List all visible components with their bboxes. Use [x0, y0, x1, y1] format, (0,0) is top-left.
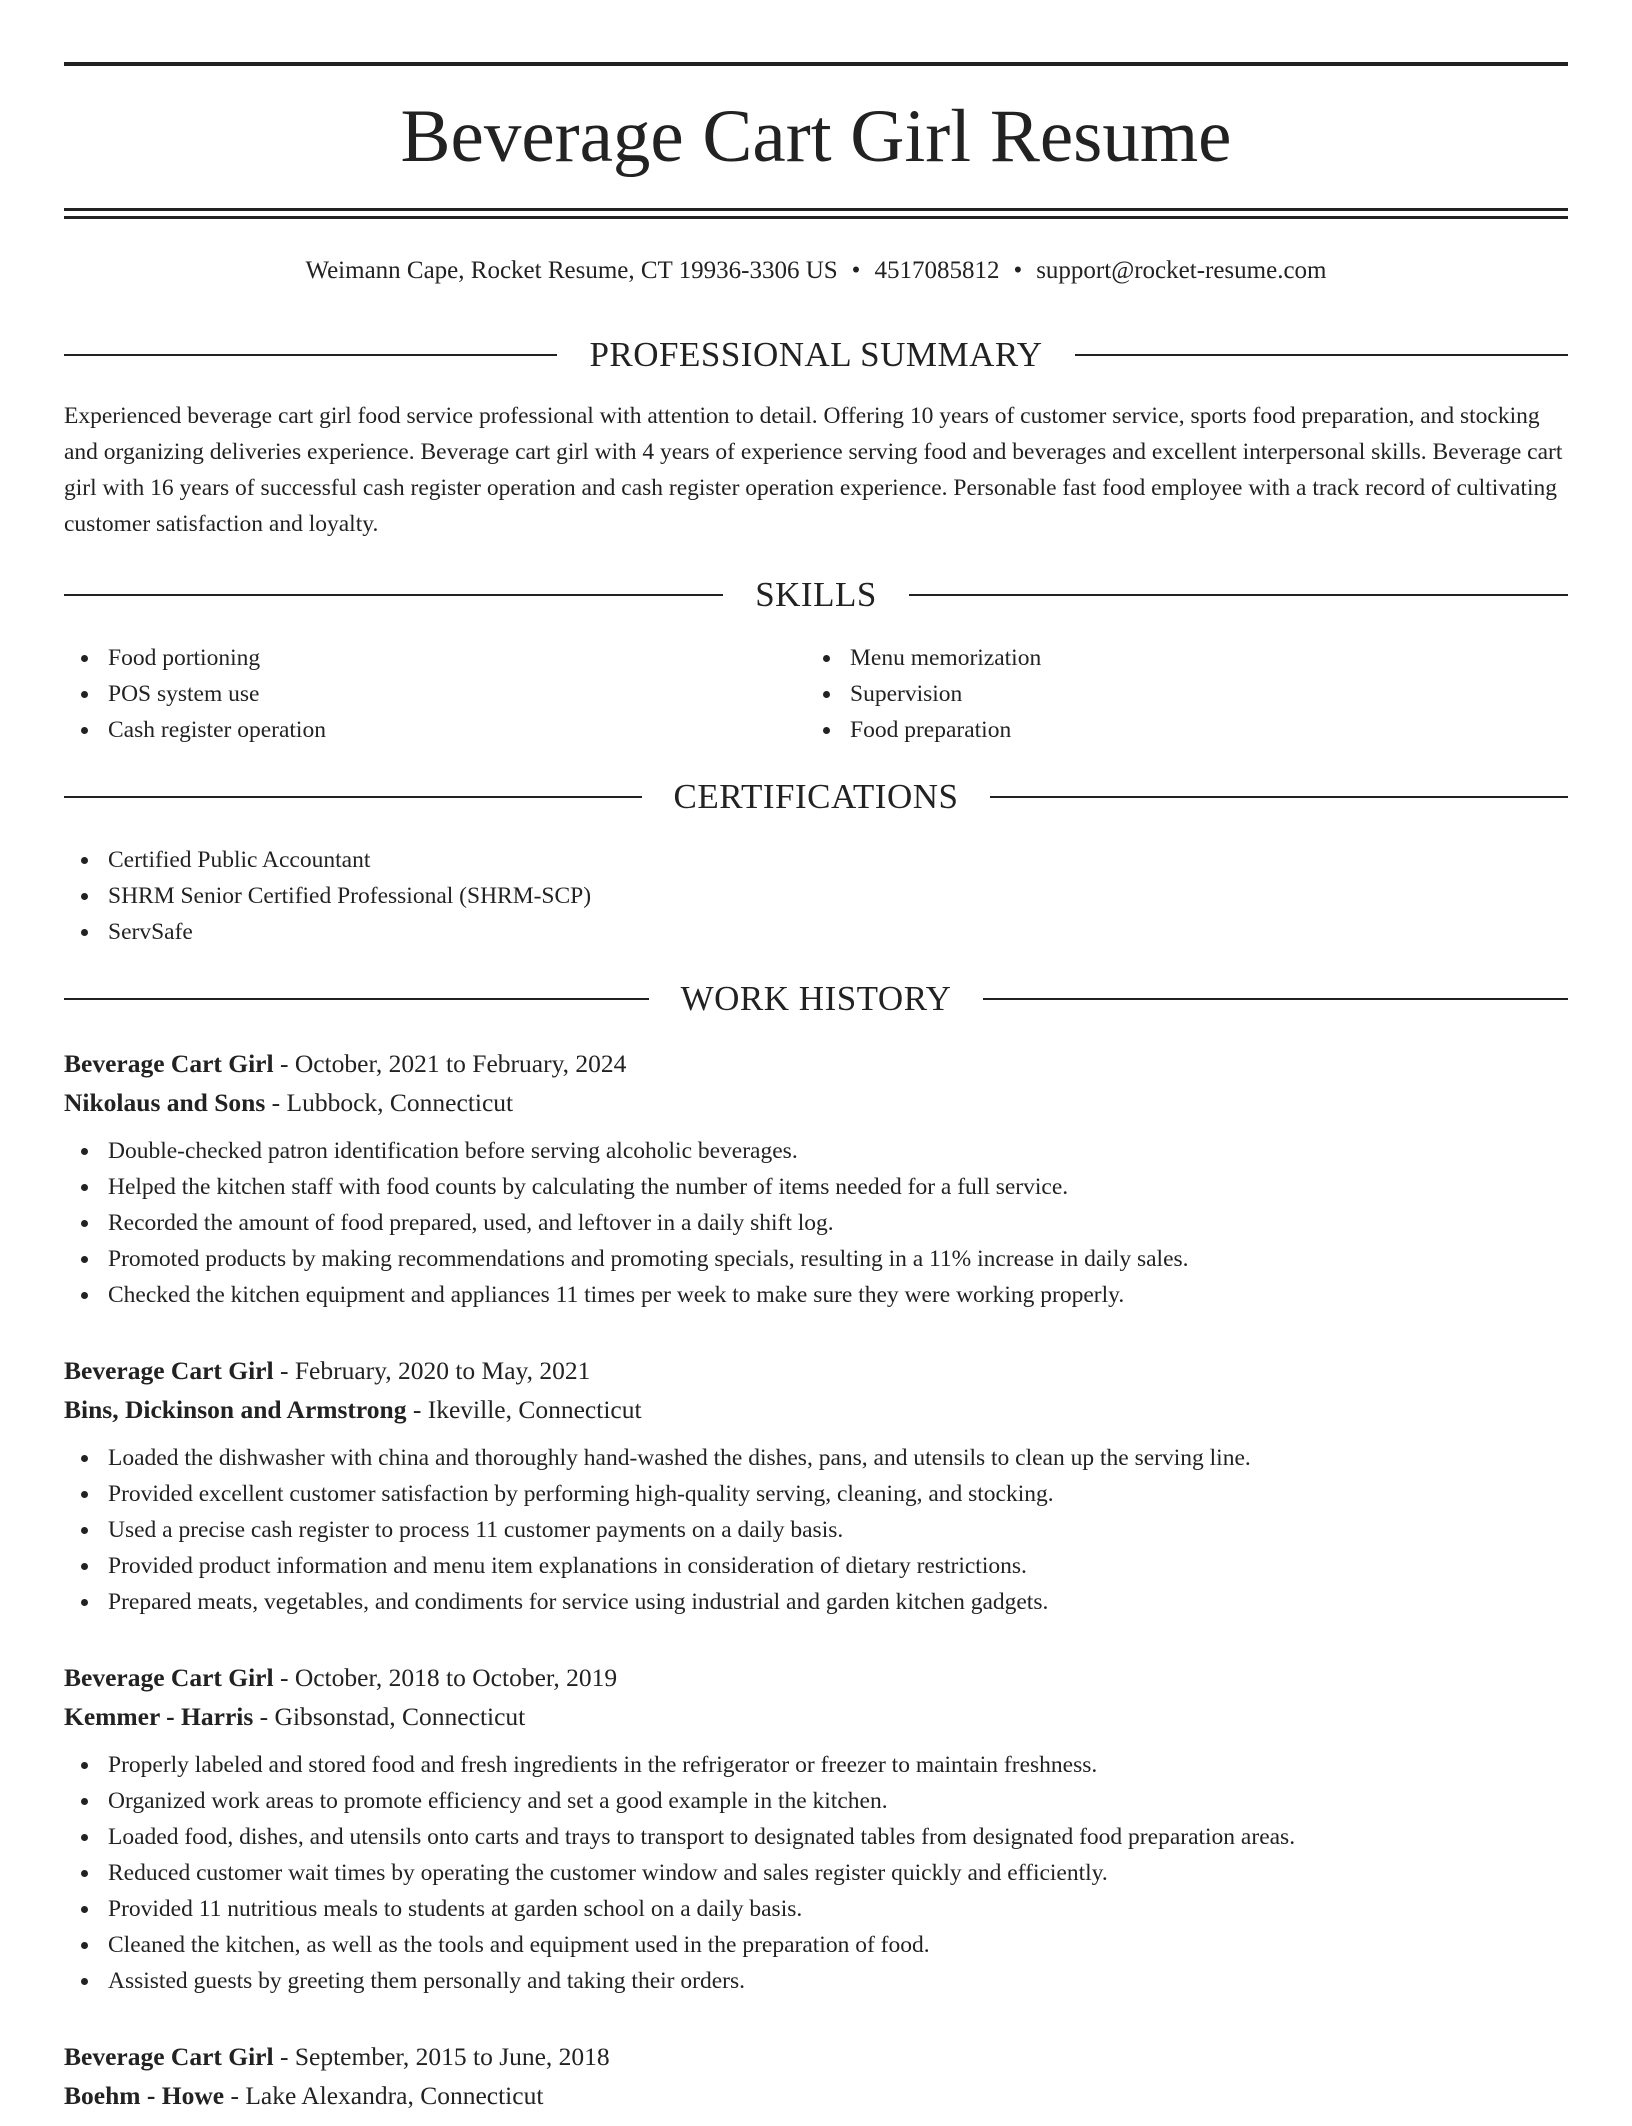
job-company-line: [64, 1083, 1568, 1122]
contact-address: Weimann Cape, Rocket Resume, CT 19936-3306 US: [305, 257, 838, 284]
job-title: Beverage Cart Girl: [64, 2042, 274, 2071]
job-entry: [64, 1044, 1568, 1313]
job-duties-list: [64, 1747, 1568, 1999]
job-dates: October, 2018 to October, 2019: [294, 1663, 618, 1692]
skills-list-left: [64, 640, 326, 748]
job-title-line: [64, 1044, 1568, 1083]
job-duty: Checked the kitchen equipment and appliances 11 times per week to make sure they were working properly.: [64, 1277, 1568, 1313]
job-title: Beverage Cart Girl: [64, 1049, 274, 1078]
title-rule-lower: [64, 216, 1568, 219]
certification-item: Certified Public Accountant: [64, 842, 591, 878]
job-duty: Recorded the amount of food prepared, used, and leftover in a daily shift log.: [64, 1205, 1568, 1241]
job-entry: [64, 1658, 1568, 1999]
job-duty: Cleaned the kitchen, as well as the tools and equipment used in the preparation of food.: [64, 1927, 1568, 1963]
job-separator: -: [406, 1395, 428, 1424]
job-title-line: [64, 1658, 1568, 1697]
job-duty: Provided 11 nutritious meals to students at garden school on a daily basis.: [64, 1891, 1568, 1927]
skills-column-left: [64, 640, 326, 748]
title-rule-upper: [64, 208, 1568, 211]
skill-item: Food portioning: [64, 640, 326, 676]
skill-item: POS system use: [64, 676, 326, 712]
job-dates: September, 2015 to June, 2018: [294, 2042, 610, 2071]
job-duty: Assisted guests by greeting them personally and taking their orders.: [64, 1963, 1568, 1999]
work-history-section-heading: [64, 979, 1568, 1019]
job-dates: February, 2020 to May, 2021: [294, 1356, 591, 1385]
skill-item: Menu memorization: [806, 640, 1041, 676]
job-separator: -: [273, 2042, 295, 2071]
certifications-block: [64, 842, 591, 950]
heading-rule-right: [909, 594, 1568, 596]
job-title: Beverage Cart Girl: [64, 1663, 274, 1692]
job-duty: Prepared meats, vegetables, and condiments for service using industrial and garden kitchen gadgets.: [64, 1584, 1568, 1620]
contact-email: support@rocket-resume.com: [1036, 257, 1327, 284]
job-company-line: [64, 2076, 1568, 2115]
job-separator: -: [273, 1356, 295, 1385]
job-location: Lake Alexandra, Connecticut: [245, 2081, 544, 2110]
job-company: Nikolaus and Sons: [64, 1088, 266, 1117]
heading-rule-left: [64, 594, 723, 596]
heading-rule-left: [64, 354, 557, 356]
job-dates: October, 2021 to February, 2024: [294, 1049, 627, 1078]
work-history-heading-label: WORK HISTORY: [680, 979, 952, 1018]
job-duty: Properly labeled and stored food and fresh ingredients in the refrigerator or freezer to maintain freshness.: [64, 1747, 1568, 1783]
job-separator: -: [265, 1088, 287, 1117]
job-entry: [64, 1351, 1568, 1620]
job-separator: -: [273, 1663, 295, 1692]
summary-heading-label: PROFESSIONAL SUMMARY: [589, 335, 1043, 374]
job-separator: -: [224, 2081, 246, 2110]
skill-item: Cash register operation: [64, 712, 326, 748]
job-duty: Loaded food, dishes, and utensils onto carts and trays to transport to designated tables from designated food preparation areas.: [64, 1819, 1568, 1855]
job-location: Lubbock, Connecticut: [286, 1088, 514, 1117]
job-duty: Provided excellent customer satisfaction by performing high-quality serving, cleaning, and stocking.: [64, 1476, 1568, 1512]
job-company: Boehm - Howe: [64, 2081, 225, 2110]
professional-summary: Experienced beverage cart girl food service professional with attention to detail. Offering 10 years of customer service, sports food preparation, and stocking and organizing deliveries experience. Beverage cart girl with 4 years of experience serving food and beverages and excellent interpersonal skills. Beverage cart girl with 16 years of successful cash register operation and cash register operation experience. Personable fast food employee with a track record of cultivating customer satisfaction and loyalty.: [64, 403, 1563, 537]
job-duties-list: [64, 1133, 1568, 1313]
job-duty: Used a precise cash register to process 11 customer payments on a daily basis.: [64, 1512, 1568, 1548]
heading-rule-right: [983, 998, 1568, 1000]
heading-rule-left: [64, 998, 649, 1000]
job-duty: Double-checked patron identification before serving alcoholic beverages.: [64, 1133, 1568, 1169]
heading-rule-right: [1075, 354, 1568, 356]
contact-separator: •: [1013, 257, 1023, 284]
job-location: Gibsonstad, Connecticut: [274, 1702, 526, 1731]
job-title: Beverage Cart Girl: [64, 1356, 274, 1385]
heading-rule-right: [990, 796, 1568, 798]
skill-item: Food preparation: [806, 712, 1041, 748]
job-duty: Helped the kitchen staff with food counts by calculating the number of items needed for a full service.: [64, 1169, 1568, 1205]
summary-section-heading: [64, 335, 1568, 375]
job-separator: -: [273, 1049, 295, 1078]
certifications-list: [64, 842, 591, 950]
job-duty: Loaded the dishwasher with china and thoroughly hand-washed the dishes, pans, and utensils to clean up the serving line.: [64, 1440, 1568, 1476]
job-location: Ikeville, Connecticut: [427, 1395, 642, 1424]
top-rule: [64, 62, 1568, 66]
job-company-line: [64, 1697, 1568, 1736]
skills-column-right: [806, 640, 1041, 748]
job-duty: Reduced customer wait times by operating the customer window and sales register quickly and efficiently.: [64, 1855, 1568, 1891]
contact-phone: 4517085812: [874, 257, 1000, 284]
certification-item: ServSafe: [64, 914, 591, 950]
skills-heading-label: SKILLS: [755, 575, 877, 614]
job-company-line: [64, 1390, 1568, 1429]
job-company: Bins, Dickinson and Armstrong: [64, 1395, 407, 1424]
resume-title: Beverage Cart Girl Resume: [400, 95, 1232, 178]
certification-item: SHRM Senior Certified Professional (SHRM-SCP): [64, 878, 591, 914]
skill-item: Supervision: [806, 676, 1041, 712]
certifications-section-heading: [64, 777, 1568, 817]
heading-rule-left: [64, 796, 642, 798]
job-duty: Organized work areas to promote efficiency and set a good example in the kitchen.: [64, 1783, 1568, 1819]
skills-list-right: [806, 640, 1041, 748]
job-duty: Provided product information and menu item explanations in consideration of dietary restrictions.: [64, 1548, 1568, 1584]
job-company: Kemmer - Harris: [64, 1702, 254, 1731]
skills-section-heading: [64, 575, 1568, 615]
job-entry: [64, 2037, 1568, 2126]
job-separator: -: [253, 1702, 275, 1731]
job-title-line: [64, 1351, 1568, 1390]
certifications-heading-label: CERTIFICATIONS: [673, 777, 959, 816]
contact-line: [64, 254, 1568, 288]
job-duty: Promoted products by making recommendations and promoting specials, resulting in a 11% increase in daily sales.: [64, 1241, 1568, 1277]
job-title-line: [64, 2037, 1568, 2076]
contact-separator: •: [851, 257, 861, 284]
job-duties-list: [64, 1440, 1568, 1620]
